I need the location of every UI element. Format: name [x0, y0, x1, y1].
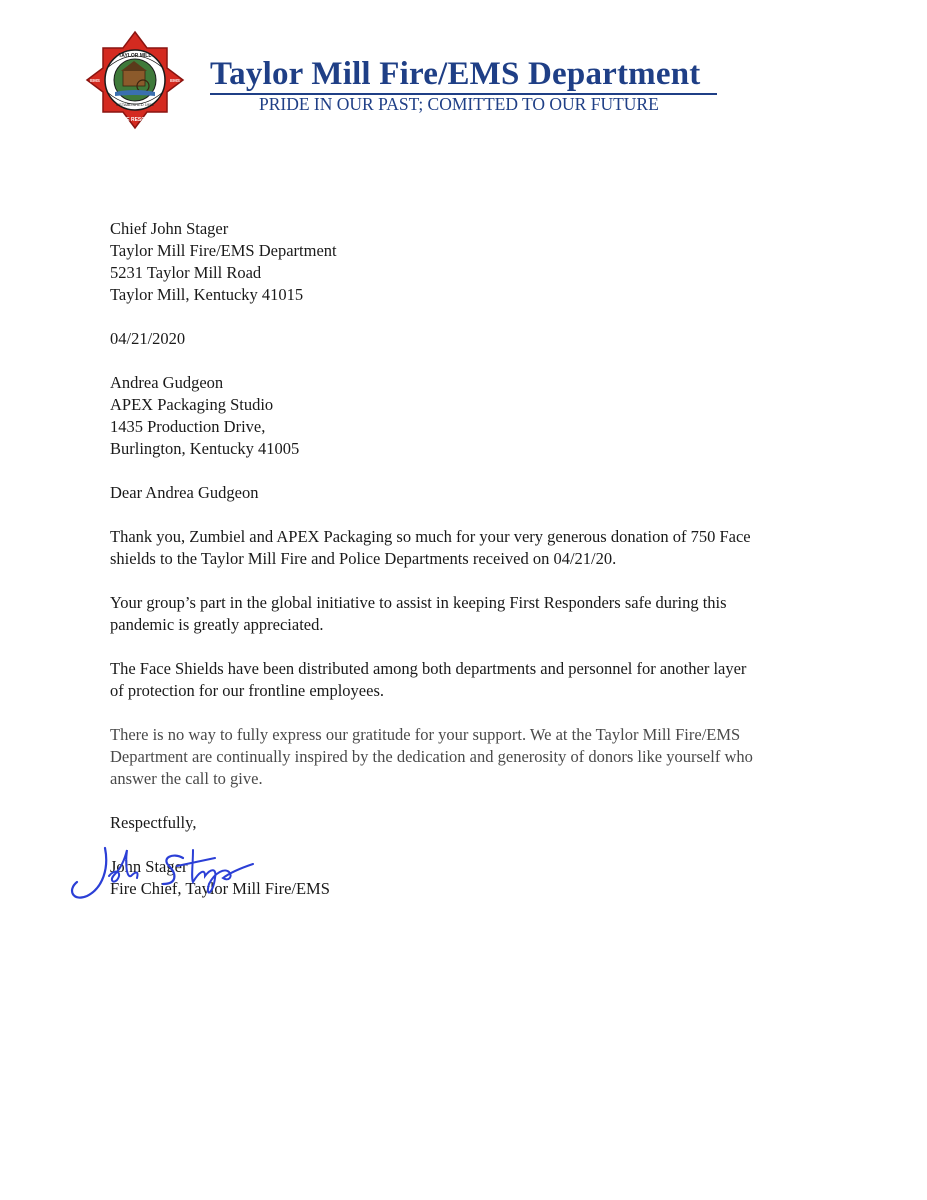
svg-text:TAYLOR MILL: TAYLOR MILL [118, 53, 152, 59]
paragraph-initiative [110, 592, 830, 636]
signer-name: John Stager [110, 857, 188, 876]
recipient-city: Burlington, Kentucky 41005 [110, 439, 300, 458]
svg-text:FIRE RESCUE: FIRE RESCUE [118, 117, 152, 123]
paragraph-distribution [110, 658, 830, 702]
sender-city: Taylor Mill, Kentucky 41015 [110, 285, 304, 304]
signature-block [110, 834, 830, 900]
signer-title: Fire Chief, Taylor Mill Fire/EMS [110, 879, 330, 898]
letter-body [110, 218, 830, 900]
paragraph-line: Your group’s part in the global initiative to assist in keeping First Responders safe during this [110, 593, 727, 612]
department-motto: PRIDE IN OUR PAST; COMITTED TO OUR FUTURE [259, 94, 659, 114]
paragraph-line: answer the call to give. [110, 769, 263, 788]
paragraph-gratitude [110, 724, 830, 790]
paragraph-line: The Face Shields have been distributed among both departments and personnel for another layer [110, 659, 747, 678]
salutation: Dear Andrea Gudgeon [110, 483, 259, 502]
svg-text:EMS: EMS [170, 78, 180, 83]
paragraph-thanks [110, 526, 830, 570]
paragraph-line: shields to the Taylor Mill Fire and Police Departments received on 04/21/20. [110, 549, 617, 568]
paragraph-line: Thank you, Zumbiel and APEX Packaging so much for your very generous donation of 750 Face [110, 527, 751, 546]
recipient-name: Andrea Gudgeon [110, 373, 224, 392]
paragraph-line: Department are continually inspired by the dedication and generosity of donors like yourself who [110, 747, 753, 766]
department-name: Taylor Mill Fire/EMS Department [210, 56, 701, 92]
department-logo [85, 30, 185, 130]
paragraph-line: There is no way to fully express our gratitude for your support. We at the Taylor Mill Fire/EMS [110, 725, 741, 744]
valediction: Respectfully, [110, 813, 197, 832]
recipient-street: 1435 Production Drive, [110, 417, 266, 436]
paragraph-line: pandemic is greatly appreciated. [110, 615, 324, 634]
svg-text:ESTABLISHED 1953: ESTABLISHED 1953 [116, 102, 154, 107]
paragraph-line: of protection for our frontline employees. [110, 681, 384, 700]
svg-text:EMS: EMS [90, 78, 100, 83]
letterhead [0, 0, 927, 130]
sender-street: 5231 Taylor Mill Road [110, 263, 262, 282]
letter-date: 04/21/2020 [110, 329, 186, 348]
sender-org: Taylor Mill Fire/EMS Department [110, 241, 337, 260]
handwritten-signature [65, 838, 285, 908]
recipient-org: APEX Packaging Studio [110, 395, 274, 414]
sender-name: Chief John Stager [110, 219, 229, 238]
